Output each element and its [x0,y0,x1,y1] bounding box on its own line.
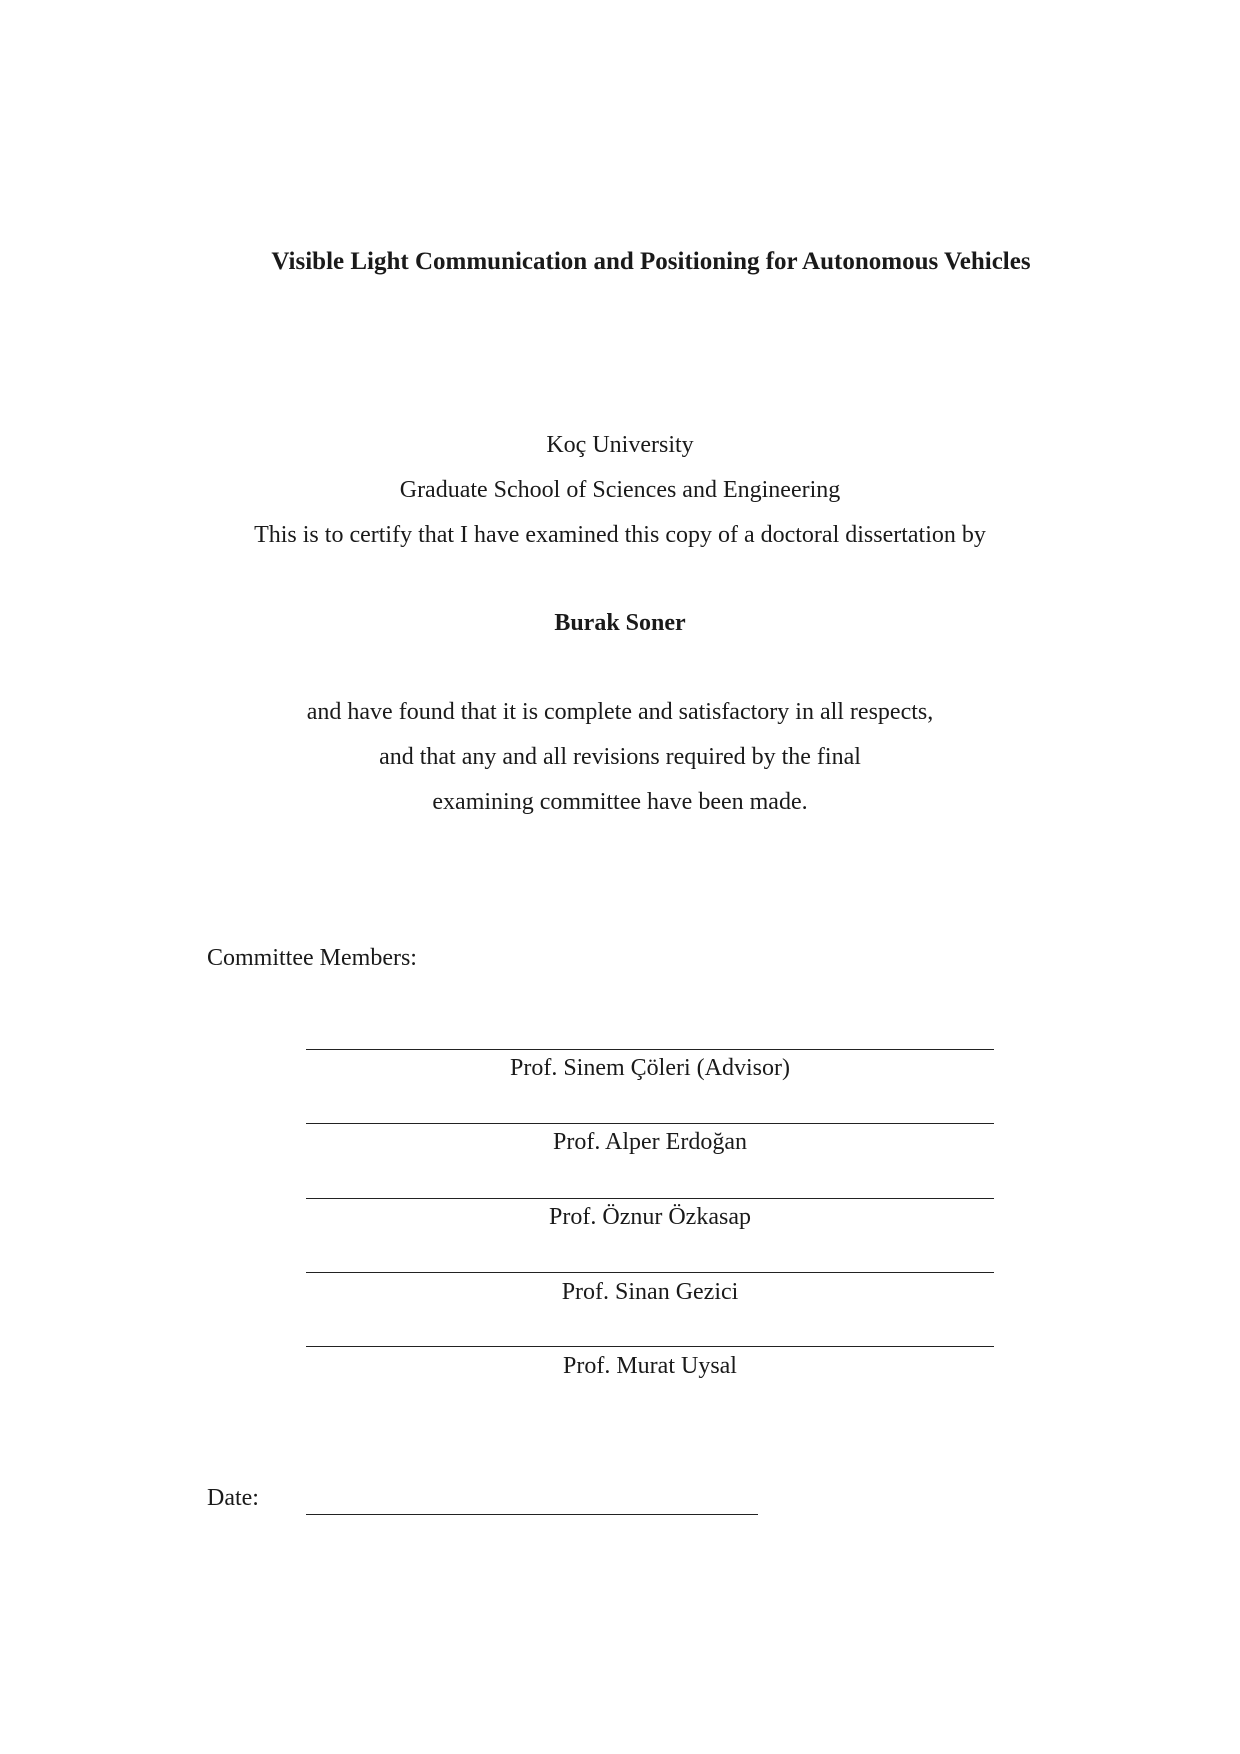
signature-line-3 [306,1198,994,1199]
author-name: Burak Soner [554,610,686,636]
date-line [306,1514,758,1515]
school-name: Graduate School of Sciences and Engineering [399,477,841,503]
institution-name: Koç University [546,432,694,458]
certify-text: This is to certify that I have examined this copy of a doctoral dissertation by [254,522,986,548]
committee-member-5: Prof. Murat Uysal [563,1353,737,1379]
committee-member-2: Prof. Alper Erdoğan [553,1129,747,1155]
dissertation-title: Visible Light Communication and Positioning for Autonomous Vehicles [271,248,1031,275]
statement-line-3: examining committee have been made. [432,789,808,815]
signature-line-4 [306,1272,994,1273]
statement-line-2: and that any and all revisions required by the final [379,744,861,770]
date-label: Date: [207,1485,259,1511]
committee-member-1: Prof. Sinem Çöleri (Advisor) [510,1055,790,1081]
statement-line-1: and have found that it is complete and satisfactory in all respects, [306,699,934,725]
signature-line-5 [306,1346,994,1347]
committee-member-4: Prof. Sinan Gezici [561,1279,739,1305]
committee-label: Committee Members: [207,945,417,971]
signature-line-1 [306,1049,994,1050]
signature-line-2 [306,1123,994,1124]
committee-member-3: Prof. Öznur Özkasap [549,1204,751,1230]
